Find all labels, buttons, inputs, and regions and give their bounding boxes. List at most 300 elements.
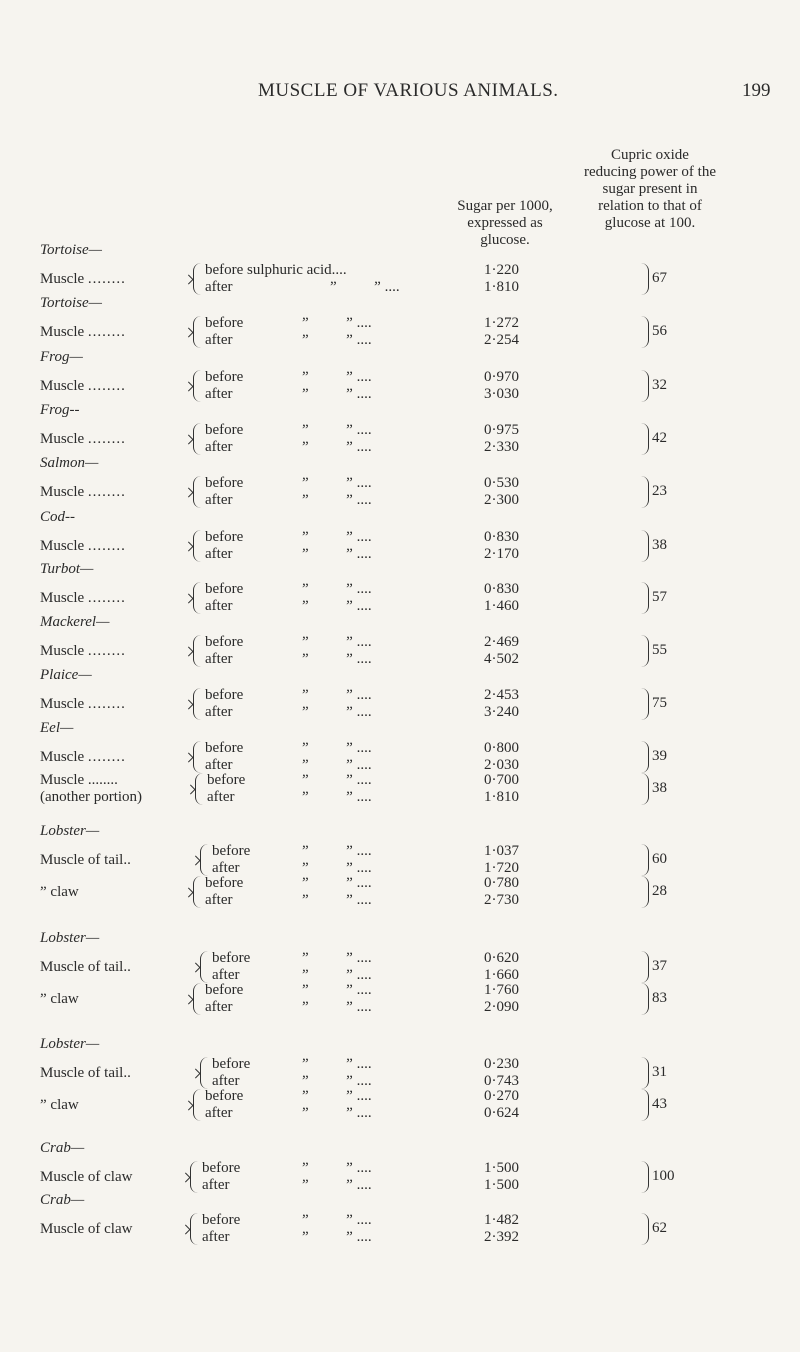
- species-heading: Salmon—: [40, 455, 99, 471]
- tissue-name: Muscle ........: [40, 772, 118, 788]
- tissue-label: [40, 1097, 79, 1114]
- species-heading: Tortoise—: [40, 242, 102, 258]
- cupric-ratio: 39: [652, 748, 667, 764]
- cupric-ratio: 67: [652, 270, 667, 286]
- ditto-after: ” ” ....: [302, 492, 372, 508]
- condition-after: after: [202, 1177, 230, 1193]
- condition-after: after: [205, 892, 233, 908]
- ditto-marks: [302, 581, 372, 615]
- value-before: 0·620: [484, 950, 519, 966]
- value-after: 2·330: [484, 439, 519, 455]
- condition-labels: [202, 1212, 240, 1246]
- cupric-ratio: 100: [652, 1168, 675, 1184]
- value-before: 1·482: [484, 1212, 519, 1228]
- ditto-before: ” ” ....: [302, 1056, 372, 1072]
- condition-before: before: [205, 982, 244, 998]
- value-after: 2·392: [484, 1229, 519, 1245]
- condition-after: after: [205, 598, 233, 614]
- tissue-label: [40, 378, 126, 395]
- species-heading: Turbot—: [40, 561, 94, 577]
- tissue-label: [40, 991, 79, 1008]
- right-brace: [640, 951, 649, 983]
- condition-after: after: [205, 279, 233, 295]
- tissue-name: ” claw: [40, 884, 79, 900]
- ditto-marks: [302, 982, 372, 1016]
- ditto-marks: [302, 1056, 372, 1090]
- ditto-before: ” ” ....: [302, 1212, 372, 1228]
- ditto-before: ” ” ....: [302, 315, 372, 331]
- ditto-after: ” ” ....: [302, 651, 372, 667]
- sugar-values: [484, 772, 519, 806]
- ditto-after: ” ” ....: [302, 546, 372, 562]
- left-brace: [193, 983, 204, 1015]
- condition-before: before: [205, 1088, 244, 1104]
- condition-labels: [205, 262, 347, 296]
- left-brace: [193, 530, 204, 562]
- tissue-label: [40, 431, 126, 448]
- tissue-label: [40, 484, 126, 501]
- ditto-before: ” ” ....: [302, 529, 372, 545]
- left-brace: [193, 582, 204, 614]
- ditto-marks: [302, 687, 372, 721]
- tissue-name: Muscle: [40, 590, 85, 606]
- left-brace: [193, 263, 204, 295]
- species-heading: Tortoise—: [40, 295, 102, 311]
- leader-dots: ........: [87, 538, 126, 554]
- ditto-marks: [302, 369, 372, 403]
- tissue-subname: (another portion): [40, 789, 143, 805]
- condition-before: before: [207, 772, 246, 788]
- ditto-marks: [302, 315, 372, 349]
- cupric-ratio: 38: [652, 537, 667, 553]
- cupric-ratio: 38: [652, 780, 667, 796]
- ditto-marks: [330, 262, 400, 296]
- sugar-values: [484, 982, 519, 1016]
- value-before: 0·530: [484, 475, 519, 491]
- ditto-after: ” ” ....: [302, 1073, 372, 1089]
- ditto-after: ” ” ....: [302, 439, 372, 455]
- value-after: 2·030: [484, 757, 519, 773]
- ditto-marks: [302, 950, 372, 984]
- cupric-ratio: 62: [652, 1220, 667, 1236]
- sugar-header-line: Sugar per 1000,: [457, 198, 553, 214]
- ditto-after: ” ” ....: [302, 999, 372, 1015]
- sugar-values: [484, 875, 519, 909]
- right-brace: [640, 844, 649, 876]
- ditto-before: ” ” ....: [302, 950, 372, 966]
- condition-before: before: [205, 475, 244, 491]
- condition-labels: [205, 1088, 243, 1122]
- left-brace: [193, 688, 204, 720]
- value-before: 2·469: [484, 634, 519, 650]
- right-brace: [640, 1057, 649, 1089]
- ditto-before: ” ” ....: [302, 581, 372, 597]
- ditto-marks: [302, 1088, 372, 1122]
- condition-after: after: [205, 546, 233, 562]
- condition-before: before: [212, 843, 251, 859]
- sugar-values: [484, 581, 519, 615]
- condition-after: after: [202, 1229, 230, 1245]
- value-after: 1·500: [484, 1177, 519, 1193]
- tissue-name: Muscle: [40, 538, 85, 554]
- right-brace: [640, 263, 649, 295]
- value-before: 0·830: [484, 581, 519, 597]
- ditto-before: ” ” ....: [302, 369, 372, 385]
- leader-dots: ........: [87, 590, 126, 606]
- species-heading: Lobster—: [40, 823, 100, 839]
- page-number: 199: [742, 80, 771, 101]
- condition-after: after: [205, 386, 233, 402]
- right-brace: [640, 423, 649, 455]
- value-after: 4·502: [484, 651, 519, 667]
- cupric-header-line: sugar present in: [602, 181, 698, 197]
- ditto-before: ” ” ....: [302, 422, 372, 438]
- value-before: 0·230: [484, 1056, 519, 1072]
- condition-after: after: [205, 999, 233, 1015]
- ditto-marks: [302, 740, 372, 774]
- ditto-before: ” ” ....: [302, 634, 372, 650]
- ditto-before: ” ” ....: [302, 475, 372, 491]
- tissue-name: ” claw: [40, 991, 79, 1007]
- right-brace: [640, 1161, 649, 1193]
- right-brace: [640, 741, 649, 773]
- leader-dots: ........: [87, 378, 126, 394]
- value-after: 2·300: [484, 492, 519, 508]
- tissue-label: [40, 772, 142, 806]
- value-after: 1·720: [484, 860, 519, 876]
- value-before: 1·760: [484, 982, 519, 998]
- left-brace: [193, 741, 204, 773]
- value-before: 0·700: [484, 772, 519, 788]
- cupric-ratio: 31: [652, 1064, 667, 1080]
- tissue-name: Muscle: [40, 324, 85, 340]
- ditto-marks: [302, 875, 372, 909]
- condition-after: after: [205, 651, 233, 667]
- ditto-before: ” ” ....: [302, 687, 372, 703]
- value-after: 1·810: [484, 789, 519, 805]
- condition-before: before: [202, 1160, 241, 1176]
- species-heading: Frog—: [40, 349, 83, 365]
- ditto-after: ” ” ....: [302, 1229, 372, 1245]
- value-after: 1·810: [484, 279, 519, 295]
- value-after: 0·624: [484, 1105, 519, 1121]
- left-brace: [193, 876, 204, 908]
- tissue-label: [40, 1221, 132, 1238]
- right-brace: [640, 370, 649, 402]
- condition-after: after: [205, 332, 233, 348]
- ditto-before: ” ” ....: [302, 740, 372, 756]
- cupric-ratio: 56: [652, 323, 667, 339]
- tissue-name: Muscle: [40, 696, 85, 712]
- condition-before: before: [205, 740, 244, 756]
- condition-before: before: [205, 369, 244, 385]
- cupric-header-line: glucose at 100.: [604, 215, 696, 231]
- value-after: 3·240: [484, 704, 519, 720]
- condition-labels: [205, 529, 243, 563]
- cupric-ratio: 83: [652, 990, 667, 1006]
- condition-before: before: [212, 950, 251, 966]
- tissue-label: [40, 696, 126, 713]
- condition-after: after: [205, 492, 233, 508]
- condition-labels: [212, 950, 250, 984]
- tissue-name: Muscle: [40, 431, 85, 447]
- right-brace: [640, 1213, 649, 1245]
- tissue-name: Muscle: [40, 643, 85, 659]
- ditto-after: ” ” ....: [302, 789, 372, 805]
- condition-before: before: [212, 1056, 251, 1072]
- ditto-after: ” ” ....: [302, 332, 372, 348]
- sugar-values: [484, 1088, 519, 1122]
- value-after: 2·254: [484, 332, 519, 348]
- value-before: 1·272: [484, 315, 519, 331]
- condition-before: before: [205, 634, 244, 650]
- species-heading: Cod--: [40, 509, 75, 525]
- cupric-ratio: 28: [652, 883, 667, 899]
- sugar-values: [484, 315, 519, 349]
- cupric-ratio: 23: [652, 483, 667, 499]
- right-brace: [640, 688, 649, 720]
- sugar-header-line: expressed as: [467, 215, 543, 231]
- tissue-label: [40, 324, 126, 341]
- ditto-marks: [302, 422, 372, 456]
- sugar-values: [484, 1212, 519, 1246]
- ditto-marks: [302, 772, 372, 806]
- tissue-label: [40, 852, 131, 869]
- ditto-after: ” ” ....: [302, 967, 372, 983]
- sugar-values: [484, 369, 519, 403]
- left-brace: [200, 844, 211, 876]
- condition-labels: [202, 1160, 240, 1194]
- ditto-after: ” ” ....: [302, 892, 372, 908]
- condition-before: before: [202, 1212, 241, 1228]
- tissue-name: ” claw: [40, 1097, 79, 1113]
- species-heading: Crab—: [40, 1192, 85, 1208]
- value-before: 0·780: [484, 875, 519, 891]
- condition-labels: [205, 369, 243, 403]
- value-before: 0·970: [484, 369, 519, 385]
- sugar-values: [484, 687, 519, 721]
- tissue-label: [40, 538, 126, 555]
- species-heading: Lobster—: [40, 930, 100, 946]
- condition-before: before: [205, 315, 244, 331]
- tissue-name: Muscle: [40, 271, 85, 287]
- leader-dots: ........: [87, 431, 126, 447]
- value-before: 0·975: [484, 422, 519, 438]
- running-head: MUSCLE OF VARIOUS ANIMALS.: [258, 80, 559, 101]
- value-after: 3·030: [484, 386, 519, 402]
- right-brace: [640, 635, 649, 667]
- left-brace: [193, 316, 204, 348]
- condition-before: before: [205, 687, 244, 703]
- value-after: 2·730: [484, 892, 519, 908]
- ditto-marks: [302, 475, 372, 509]
- cupric-ratio: 57: [652, 589, 667, 605]
- condition-after: after: [212, 1073, 240, 1089]
- sugar-values: [484, 475, 519, 509]
- cupric-ratio: 32: [652, 377, 667, 393]
- right-brace: [640, 983, 649, 1015]
- condition-labels: [207, 772, 245, 806]
- condition-labels: [205, 740, 243, 774]
- sugar-values: [484, 740, 519, 774]
- leader-dots: ........: [87, 271, 126, 287]
- sugar-values: [484, 529, 519, 563]
- ditto-after: ” ” ....: [302, 386, 372, 402]
- value-after: 0·743: [484, 1073, 519, 1089]
- condition-before: before: [205, 529, 244, 545]
- cupric-ratio: 75: [652, 695, 667, 711]
- condition-labels: [205, 687, 243, 721]
- value-after: 1·660: [484, 967, 519, 983]
- ditto-marks: [302, 1160, 372, 1194]
- sugar-values: [484, 1056, 519, 1090]
- leader-dots: ........: [87, 643, 126, 659]
- condition-after: after: [205, 704, 233, 720]
- cupric-ratio: 60: [652, 851, 667, 867]
- cupric-ratio: 37: [652, 958, 667, 974]
- cupric-ratio: 55: [652, 642, 667, 658]
- condition-after: after: [205, 1105, 233, 1121]
- tissue-name: Muscle: [40, 484, 85, 500]
- condition-before: before sulphuric acid....: [205, 262, 347, 278]
- condition-after: after: [212, 860, 240, 876]
- tissue-name: Muscle of tail..: [40, 852, 131, 868]
- ditto-after: ” ” ....: [302, 860, 372, 876]
- condition-labels: [205, 422, 243, 456]
- sugar-values: [484, 422, 519, 456]
- condition-labels: [205, 315, 243, 349]
- left-brace: [193, 1089, 204, 1121]
- ditto-before: ” ” ....: [302, 875, 372, 891]
- ditto-before: [330, 262, 400, 279]
- value-after: 2·170: [484, 546, 519, 562]
- right-brace: [640, 876, 649, 908]
- species-heading: Lobster—: [40, 1036, 100, 1052]
- ditto-before: ” ” ....: [302, 1088, 372, 1104]
- leader-dots: ........: [87, 484, 126, 500]
- condition-labels: [212, 1056, 250, 1090]
- cupric-header-line: Cupric oxide: [611, 147, 689, 163]
- species-heading: Eel—: [40, 720, 74, 736]
- ditto-after: ” ” ....: [302, 1105, 372, 1121]
- right-brace: [640, 316, 649, 348]
- leader-dots: ........: [87, 324, 126, 340]
- value-before: 1·220: [484, 262, 519, 278]
- condition-labels: [205, 634, 243, 668]
- ditto-marks: [302, 1212, 372, 1246]
- ditto-marks: [302, 634, 372, 668]
- condition-before: before: [205, 422, 244, 438]
- sugar-header-line: glucose.: [480, 232, 530, 248]
- leader-dots: ........: [87, 749, 126, 765]
- value-after: 2·090: [484, 999, 519, 1015]
- condition-before: before: [205, 875, 244, 891]
- tissue-name: Muscle of claw: [40, 1169, 133, 1185]
- tissue-label: [40, 1065, 131, 1082]
- cupric-ratio: 42: [652, 430, 667, 446]
- species-heading: Crab—: [40, 1140, 85, 1156]
- tissue-label: [40, 590, 126, 607]
- ditto-before: ” ” ....: [302, 772, 372, 788]
- left-brace: [190, 1161, 201, 1193]
- condition-after: after: [207, 789, 235, 805]
- sugar-values: [484, 950, 519, 984]
- condition-labels: [205, 581, 243, 615]
- species-heading: Mackerel—: [40, 614, 110, 630]
- tissue-name: Muscle of claw: [40, 1221, 133, 1237]
- right-brace: [640, 582, 649, 614]
- species-heading: Frog--: [40, 402, 80, 418]
- ditto-after: ” ” ....: [302, 598, 372, 614]
- right-brace: [640, 476, 649, 508]
- species-heading: Plaice—: [40, 667, 92, 683]
- left-brace: [193, 635, 204, 667]
- tissue-name: Muscle of tail..: [40, 959, 131, 975]
- condition-labels: [205, 875, 243, 909]
- condition-after: after: [205, 439, 233, 455]
- value-before: 0·800: [484, 740, 519, 756]
- condition-labels: [205, 475, 243, 509]
- condition-before: before: [205, 581, 244, 597]
- ditto-after: ” ” ....: [330, 279, 400, 295]
- value-before: 0·270: [484, 1088, 519, 1104]
- ditto-marks: [302, 529, 372, 563]
- condition-labels: [205, 982, 243, 1016]
- right-brace: [640, 530, 649, 562]
- value-before: 0·830: [484, 529, 519, 545]
- tissue-label: [40, 1169, 132, 1186]
- sugar-values: [484, 262, 519, 296]
- tissue-name: Muscle: [40, 378, 85, 394]
- condition-after: after: [212, 967, 240, 983]
- tissue-label: [40, 959, 131, 976]
- ditto-before: ” ” ....: [302, 982, 372, 998]
- left-brace: [193, 423, 204, 455]
- right-brace: [640, 773, 649, 805]
- sugar-values: [484, 634, 519, 668]
- cupric-header-line: reducing power of the: [583, 164, 717, 180]
- value-before: 2·453: [484, 687, 519, 703]
- ditto-marks: [302, 843, 372, 877]
- condition-labels: [212, 843, 250, 877]
- tissue-label: [40, 271, 126, 288]
- ditto-after: ” ” ....: [302, 1177, 372, 1193]
- right-brace: [640, 1089, 649, 1121]
- leader-dots: ........: [87, 696, 126, 712]
- sugar-values: [484, 1160, 519, 1194]
- tissue-label: [40, 749, 126, 766]
- value-after: 1·460: [484, 598, 519, 614]
- left-brace: [193, 370, 204, 402]
- condition-after: after: [205, 757, 233, 773]
- left-brace: [190, 1213, 201, 1245]
- ditto-after: ” ” ....: [302, 704, 372, 720]
- value-before: 1·037: [484, 843, 519, 859]
- value-before: 1·500: [484, 1160, 519, 1176]
- cupric-ratio: 43: [652, 1096, 667, 1112]
- ditto-before: ” ” ....: [302, 843, 372, 859]
- cupric-header-line: relation to that of: [598, 198, 702, 214]
- left-brace: [193, 476, 204, 508]
- ditto-before: ” ” ....: [302, 1160, 372, 1176]
- left-brace: [195, 773, 206, 805]
- left-brace: [200, 951, 211, 983]
- tissue-name: Muscle: [40, 749, 85, 765]
- sugar-values: [484, 843, 519, 877]
- tissue-name: Muscle of tail..: [40, 1065, 131, 1081]
- left-brace: [200, 1057, 211, 1089]
- tissue-label: [40, 884, 79, 901]
